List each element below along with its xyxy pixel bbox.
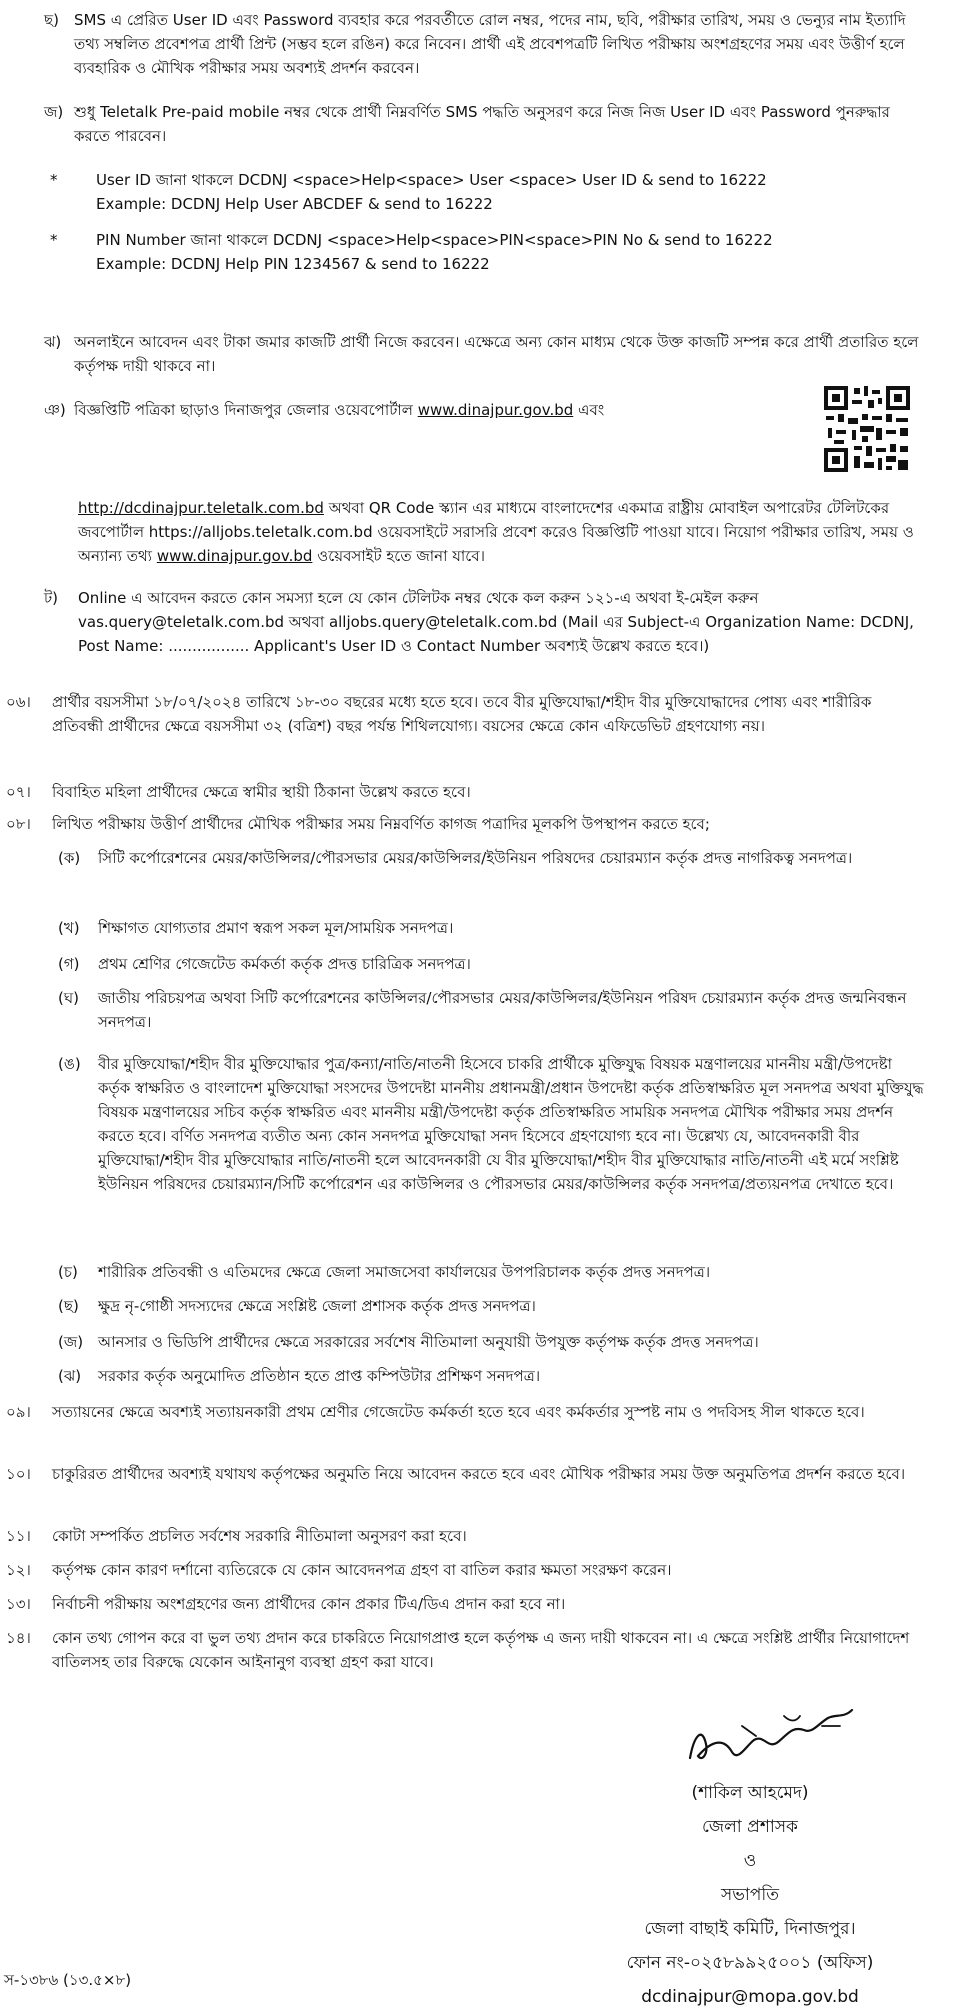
item-chha [44, 8, 924, 80]
doc-item [58, 916, 924, 940]
dinajpur-website-link[interactable]: www.dinajpur.gov.bd [156, 547, 313, 565]
doc-item [58, 1294, 924, 1318]
doc-label: (ঝ) [58, 1367, 82, 1385]
sms-example: Example: DCDNJ Help User ABCDEF & send to 16222 [96, 195, 493, 213]
doc-label: (ছ) [58, 1297, 79, 1315]
doc-label: (ঙ) [58, 1055, 81, 1073]
item-ta [44, 586, 924, 658]
section-text: সত্যায়নের ক্ষেত্রে অবশ্যই সত্যায়নকারী প্রথম শ্রেণীর গেজেটেড কর্মকর্তা হতে হবে এবং কর্মকর্তার সুস্পষ্ট নাম ও পদবিসহ সীল থাকতে হবে। [52, 1403, 865, 1421]
teletalk-dc-link[interactable]: http://dcdinajpur.teletalk.com.bd [78, 499, 324, 517]
signatory-title: জেলা প্রশাসক [702, 1817, 798, 1837]
doc-text: প্রথম শ্রেণির গেজেটেড কর্মকর্তা কর্তৃক প্রদত্ত চারিত্রিক সনদপত্র। [98, 955, 471, 973]
item-jha [44, 330, 924, 378]
sms-help-userid [50, 168, 930, 216]
doc-text: বীর মুক্তিযোদ্ধা/শহীদ বীর মুক্তিযোদ্ধার পুত্র/কন্যা/নাতি/নাতনী হিসেবে চাকরি প্রার্থীকে মুক্তিযুদ্ধ বিষয়ক মন্ত্রণালয়ের মাননীয় মন্ত্রী/উপদেষ্টা কর্তৃক স্বাক্ষরিত ও বাংলাদেশ মুক্তিযোদ্ধা সংসদের উপদেষ্টা মাননীয় প্রধানমন্ত্রী/প্রধান উপদেষ্টা কর্তৃক প্রতিস্বাক্ষরিত মূল সনদপত্র অথবা মুক্তিযুদ্ধ বিষয়ক মন্ত্রণালয়ের সচিব কর্তৃক স্বাক্ষরিত এবং মাননীয় মন্ত্রী/উপদেষ্টা কর্তৃক প্রতিস্বাক্ষরিত সাময়িক সনদপত্র মৌখিক পরীক্ষার সময় প্রদর্শন করতে হবে। বর্ণিত সনদপত্র ব্যতীত অন্য কোন সনদপত্র মুক্তিযোদ্ধা সনদ হিসেবে গ্রহণযোগ্য হবে না। উল্লেখ্য যে, আবেদনকারী বীর মুক্তিযোদ্ধা/শহীদ বীর মুক্তিযোদ্ধার নাতি/নাতনী হলে আবেদনকারী যে বীর মুক্তিযোদ্ধা/শহীদ বীর মুক্তিযোদ্ধার নাতি/নাতনী এই মর্মে সংশ্লিষ্ট ইউনিয়ন পরিষদের চেয়ারম্যান/সিটি কর্পোরেশন এর কাউন্সিলর ও পৌরসভার মেয়র/কাউন্সিলর কর্তৃক সনদপত্র/প্রত্যয়নপত্র দেখাতে হবে। [98, 1055, 924, 1193]
section-13 [6, 1592, 924, 1616]
section-11 [6, 1524, 924, 1548]
signature-block [560, 1776, 940, 2014]
section-06 [6, 690, 924, 738]
signatory-role: সভাপতি [721, 1885, 779, 1905]
doc-item [58, 846, 924, 870]
section-text: প্রার্থীর বয়সসীমা ১৮/০৭/২০২৪ তারিখে ১৮-৩০ বছরের মধ্যে হতে হবে। তবে বীর মুক্তিযোদ্ধা/শহীদ বীর মুক্তিযোদ্ধাদের পোষ্য এবং শারীরিক প্রতিবন্ধী প্রার্থীদের ক্ষেত্রে বয়সসীমা ৩২ (বত্রিশ) বছর পর্যন্ত শিথিলযোগ্য। বয়সের ক্ষেত্রে কোন এফিডেভিট গ্রহণযোগ্য নয়। [52, 693, 872, 735]
signatory-name: (শাকিল আহমেদ) [691, 1783, 809, 1803]
item-text: এবং [578, 401, 605, 419]
doc-text: ক্ষুদ্র নৃ-গোষ্ঠী সদস্যদের ক্ষেত্রে সংশ্লিষ্ট জেলা প্রশাসক কর্তৃক প্রদত্ত সনদপত্র। [98, 1297, 536, 1315]
doc-item [58, 952, 924, 976]
sms-example: Example: DCDNJ Help PIN 1234567 & send to 16222 [96, 255, 490, 273]
doc-item [58, 1052, 924, 1196]
section-12 [6, 1558, 924, 1582]
footer-code: স-১৩৮৬ (১৩.৫×৮) [4, 1971, 132, 1989]
item-text: ওয়েবসাইট হতে জানা যাবে। [317, 547, 485, 565]
item-text: অথবা QR Code স্ক্যান এর মাধ্যমে বাংলাদেশের একমাত্র রাষ্ট্রীয় মোবাইল অপারেটর টেলিটকের জবপোর্টাল https://alljobs.teletalk.com.bd ওয়েবসাইটে সরাসরি প্রবেশ করেও বিজ্ঞপ্তিটি পাওয়া যাবে। নিয়োগ পরীক্ষার তারিখ, সময় ও অন্যান্য তথ্য [78, 499, 914, 565]
doc-label: (চ) [58, 1263, 78, 1281]
office-phone: ফোন নং-০২৫৮৯৯২৫০০১ (অফিস) [626, 1953, 874, 1973]
doc-item [58, 986, 924, 1034]
doc-text: জাতীয় পরিচয়পত্র অথবা সিটি কর্পোরেশনের কাউন্সিলর/পৌরসভার মেয়র/কাউন্সিলর/ইউনিয়ন পরিষদ চেয়ারম্যান কর্তৃক প্রদত্ত জন্মনিবন্ধন সনদপত্র। [98, 989, 907, 1031]
section-number: ০৬। [6, 693, 31, 711]
doc-text: সিটি কর্পোরেশনের মেয়র/কাউন্সিলর/পৌরসভার মেয়র/কাউন্সিলর/ইউনিয়ন পরিষদের চেয়ারম্যান কর্তৃক প্রদত্ত নাগরিকত্ব সনদপত্র। [98, 849, 853, 867]
doc-item [58, 1364, 924, 1388]
section-07 [6, 780, 924, 804]
section-text: কোটা সম্পর্কিত প্রচলিত সর্বশেষ সরকারি নীতিমালা অনুসরণ করা হবে। [52, 1527, 467, 1545]
doc-item [58, 1330, 924, 1354]
item-text: অনলাইনে আবেদন এবং টাকা জমার কাজটি প্রার্থী নিজে করবেন। এক্ষেত্রে অন্য কোন মাধ্যম থেকে উক্ত কাজটি সম্পন্ন করে প্রার্থী প্রতারিত হলে কর্তৃপক্ষ দায়ী থাকবে না। [74, 333, 919, 375]
bullet: * [50, 231, 58, 249]
dinajpur-portal-link[interactable]: www.dinajpur.gov.bd [417, 401, 574, 419]
item-label: ছ) [44, 11, 59, 29]
section-14 [6, 1626, 924, 1674]
signatory-conjunction: ও [743, 1851, 757, 1871]
doc-label: (গ) [58, 955, 80, 973]
section-text: চাকুরিরত প্রার্থীদের অবশ্যই যথাযথ কর্তৃপক্ষের অনুমতি নিয়ে আবেদন করতে হবে এবং মৌখিক পরীক্ষার সময় উক্ত অনুমতিপত্র প্রদর্শন করতে হবে। [52, 1465, 906, 1483]
qr-code-icon [822, 384, 912, 474]
office-email[interactable]: dcdinajpur@mopa.gov.bd [641, 1987, 859, 2007]
section-08 [6, 812, 924, 836]
section-text: বিবাহিত মহিলা প্রার্থীদের ক্ষেত্রে স্বামীর স্থায়ী ঠিকানা উল্লেখ করতে হবে। [52, 783, 471, 801]
doc-label: (জ) [58, 1333, 84, 1351]
sms-format: PIN Number জানা থাকলে DCDNJ <space>Help<space>PIN<space>PIN No & send to 16222 [96, 231, 773, 249]
section-number: ০৯। [6, 1403, 31, 1421]
section-number: ১২। [6, 1561, 31, 1579]
section-text: লিখিত পরীক্ষায় উত্তীর্ণ প্রার্থীদের মৌখিক পরীক্ষার সময় নিম্নবর্ণিত কাগজ পত্রাদির মূলকপি উপস্থাপন করতে হবে; [52, 815, 710, 833]
section-number: ১৪। [6, 1629, 31, 1647]
doc-text: আনসার ও ভিডিপি প্রার্থীদের ক্ষেত্রে সরকারের সর্বশেষ নীতিমালা অনুযায়ী উপযুক্ত কর্তৃপক্ষ কর্তৃক প্রদত্ত সনদপত্র। [98, 1333, 759, 1351]
sms-help-pin [50, 228, 930, 276]
section-number: ০৭। [6, 783, 31, 801]
doc-text: শিক্ষাগত যোগ্যতার প্রমাণ স্বরূপ সকল মূল/সাময়িক সনদপত্র। [98, 919, 454, 937]
item-text: বিজ্ঞপ্তিটি পত্রিকা ছাড়াও দিনাজপুর জেলার ওয়েবপোর্টাল [74, 401, 413, 419]
item-ja [44, 100, 924, 148]
section-number: ১১। [6, 1527, 31, 1545]
item-text: Online এ আবেদন করতে কোন সমস্যা হলে যে কোন টেলিটক নম্বর থেকে কল করুন ১২১-এ অথবা ই-মেইল করুন vas.query@teletalk.com.bd অথবা alljobs.query@teletalk.com.bd (Mail এর Subject-এ Organization Name: DCDNJ, Post Name: ................. Applicant's User ID ও Contact Number অবশ্যই উল্লেখ করতে হবে।) [78, 589, 914, 655]
item-text: SMS এ প্রেরিত User ID এবং Password ব্যবহার করে পরবর্তীতে রোল নম্বর, পদের নাম, ছবি, পরীক্ষার তারিখ, সময় ও ভেন্যুর নাম ইত্যাদি তথ্য সম্বলিত প্রবেশপত্র প্রার্থী প্রিন্ট (সম্ভব হলে রঙিন) করে নিবেন। প্রার্থী এই প্রবেশপত্রটি লিখিত পরীক্ষায় অংশগ্রহণের সময় এবং উত্তীর্ণ হলে ব্যবহারিক ও মৌখিক পরীক্ষার সময় অবশ্যই প্রদর্শন করবেন। [74, 11, 906, 77]
sms-format: User ID জানা থাকলে DCDNJ <space>Help<space> User <space> User ID & send to 16222 [96, 171, 767, 189]
section-number: ০৮। [6, 815, 31, 833]
item-nya-continued [78, 496, 924, 568]
section-number: ১০। [6, 1465, 31, 1483]
item-label: ঝ) [44, 333, 62, 351]
doc-label: (ঘ) [58, 989, 79, 1007]
item-nya [44, 398, 814, 422]
item-label: ঞ) [44, 401, 66, 419]
bullet: * [50, 171, 58, 189]
item-text: শুধু Teletalk Pre-paid mobile নম্বর থেকে প্রার্থী নিম্নবর্ণিত SMS পদ্ধতি অনুসরণ করে নিজ নিজ User ID এবং Password পুনরুদ্ধার করতে পারবেন। [74, 103, 890, 145]
item-label: জ) [44, 103, 64, 121]
doc-text: শারীরিক প্রতিবন্ধী ও এতিমদের ক্ষেত্রে জেলা সমাজসেবা কার্যালয়ের উপপরিচালক কর্তৃক প্রদত্ত সনদপত্র। [98, 1263, 711, 1281]
doc-text: সরকার কর্তৃক অনুমোদিত প্রতিষ্ঠান হতে প্রাপ্ত কম্পিউটার প্রশিক্ষণ সনদপত্র। [98, 1367, 541, 1385]
doc-item [58, 1260, 924, 1284]
doc-label: (ক) [58, 849, 81, 867]
handwritten-signature [672, 1696, 882, 1774]
doc-label: (খ) [58, 919, 80, 937]
section-text: নির্বাচনী পরীক্ষায় অংশগ্রহণের জন্য প্রার্থীদের কোন প্রকার টিএ/ডিএ প্রদান করা হবে না। [52, 1595, 566, 1613]
section-10 [6, 1462, 924, 1486]
section-number: ১৩। [6, 1595, 31, 1613]
item-label: ট) [44, 589, 59, 607]
section-text: কোন তথ্য গোপন করে বা ভুল তথ্য প্রদান করে চাকরিতে নিয়োগপ্রাপ্ত হলে কর্তৃপক্ষ এ জন্য দায়ী থাকবেন না। এ ক্ষেত্রে সংশ্লিষ্ট প্রার্থীর নিয়োগাদেশ বাতিলসহ তার বিরুদ্ধে যেকোন আইনানুগ ব্যবস্থা গ্রহণ করা যাবে। [52, 1629, 910, 1671]
committee-name: জেলা বাছাই কমিটি, দিনাজপুর। [644, 1919, 856, 1939]
section-text: কর্তৃপক্ষ কোন কারণ দর্শানো ব্যতিরেকে যে কোন আবেদনপত্র গ্রহণ বা বাতিল করার ক্ষমতা সংরক্ষণ করেন। [52, 1561, 672, 1579]
section-09 [6, 1400, 924, 1424]
